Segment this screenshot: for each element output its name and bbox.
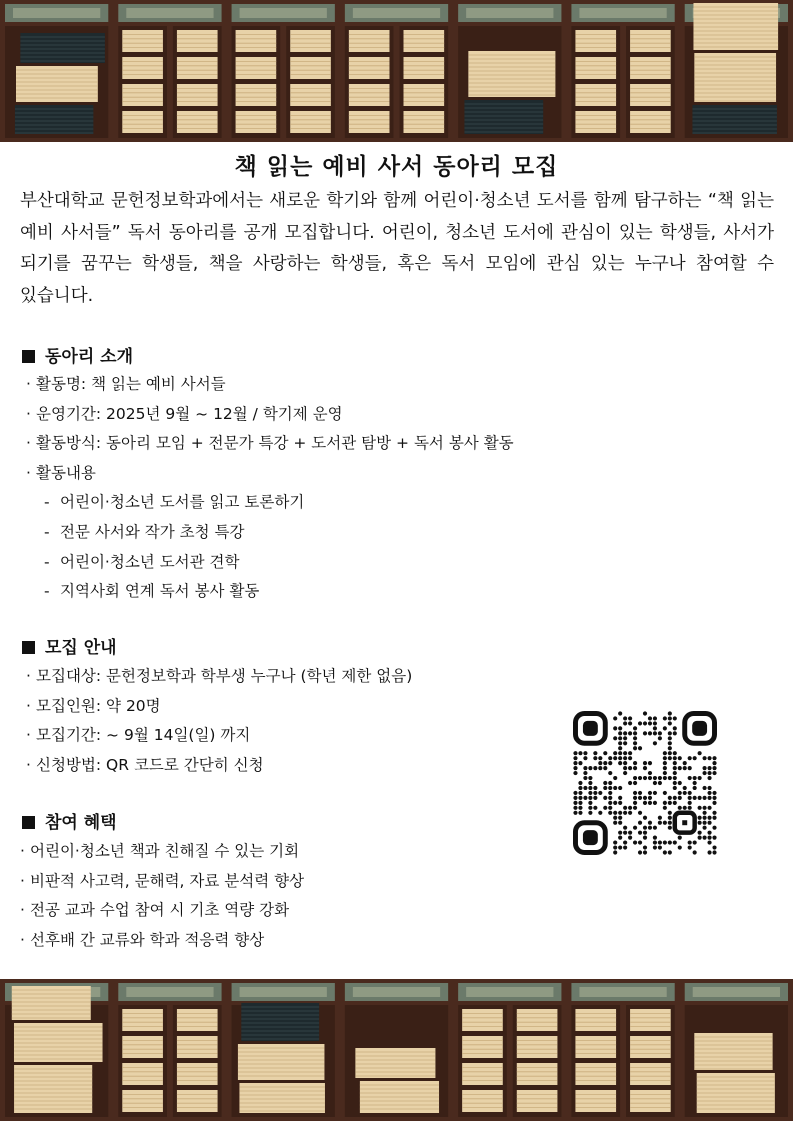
sub-list-item: - 어린이·청소년 도서를 읽고 토론하기 — [44, 493, 305, 512]
square-icon — [22, 641, 35, 654]
list-item: · 운영기간: 2025년 9월 ~ 12월 / 학기제 운영 — [26, 404, 343, 423]
bookshelf-banner-bottom — [0, 979, 793, 1121]
sub-list-item: - 어린이·청소년 도서관 견학 — [44, 552, 240, 571]
list-item: · 신청방법: QR 코드로 간단히 신청 — [26, 755, 264, 774]
intro-paragraph: 부산대학교 문헌정보학과에서는 새로운 학기와 함께 어린이·청소년 도서를 함께 탐구하는 “책 읽는 예비 사서들” 독서 동아리를 공개 모집합니다. 어린이, 청소년 도서에 관심이 있는 학생들, 사서가 되기를 꿈꾸는 학생들, 책을 사랑하는 학생들, 혹은 독서 모임에 관심 있는 누구나 참여할 수 있습니다. — [20, 191, 774, 306]
section-heading-about: 동아리 소개 — [22, 342, 133, 367]
qr-code-icon[interactable] — [573, 711, 717, 855]
list-item: · 비판적 사고력, 문해력, 자료 분석력 향상 — [20, 871, 305, 890]
list-item: · 활동방식: 동아리 모임 + 전문가 특강 + 도서관 탐방 + 독서 봉사 활동 — [26, 434, 514, 453]
list-item: · 어린이·청소년 책과 친해질 수 있는 기회 — [20, 842, 300, 860]
section-heading-benefits: 참여 혜택 — [22, 808, 117, 833]
about-list — [26, 370, 514, 607]
bookshelf-banner-top — [0, 0, 793, 142]
list-item: · 활동내용 — [26, 463, 96, 482]
sub-list-item: - 전문 사서와 작가 초청 특강 — [44, 522, 245, 541]
list-item: · 선후배 간 교류와 학과 적응력 향상 — [20, 930, 265, 949]
list-item: · 모집기간: ~ 9월 14일(일) 까지 — [26, 726, 251, 745]
recruit-list — [26, 662, 412, 780]
sub-list-item: - 지역사회 연계 독서 봉사 활동 — [44, 582, 260, 601]
list-item: · 활동명: 책 읽는 예비 사서들 — [26, 375, 226, 393]
page-title: 책 읽는 예비 사서 동아리 모집 — [234, 154, 559, 180]
list-item: · 모집인원: 약 20명 — [26, 696, 161, 715]
square-icon — [22, 816, 35, 829]
bookshelf-illustration — [0, 979, 793, 1121]
section-heading-recruit: 모집 안내 — [22, 633, 117, 658]
list-item: · 모집대상: 문헌정보학과 학부생 누구나 (학년 제한 없음) — [26, 667, 413, 685]
list-item: · 전공 교과 수업 참여 시 기초 역량 강화 — [20, 901, 290, 920]
benefits-list — [20, 837, 304, 955]
bookshelf-illustration — [0, 0, 793, 142]
square-icon — [22, 350, 35, 363]
